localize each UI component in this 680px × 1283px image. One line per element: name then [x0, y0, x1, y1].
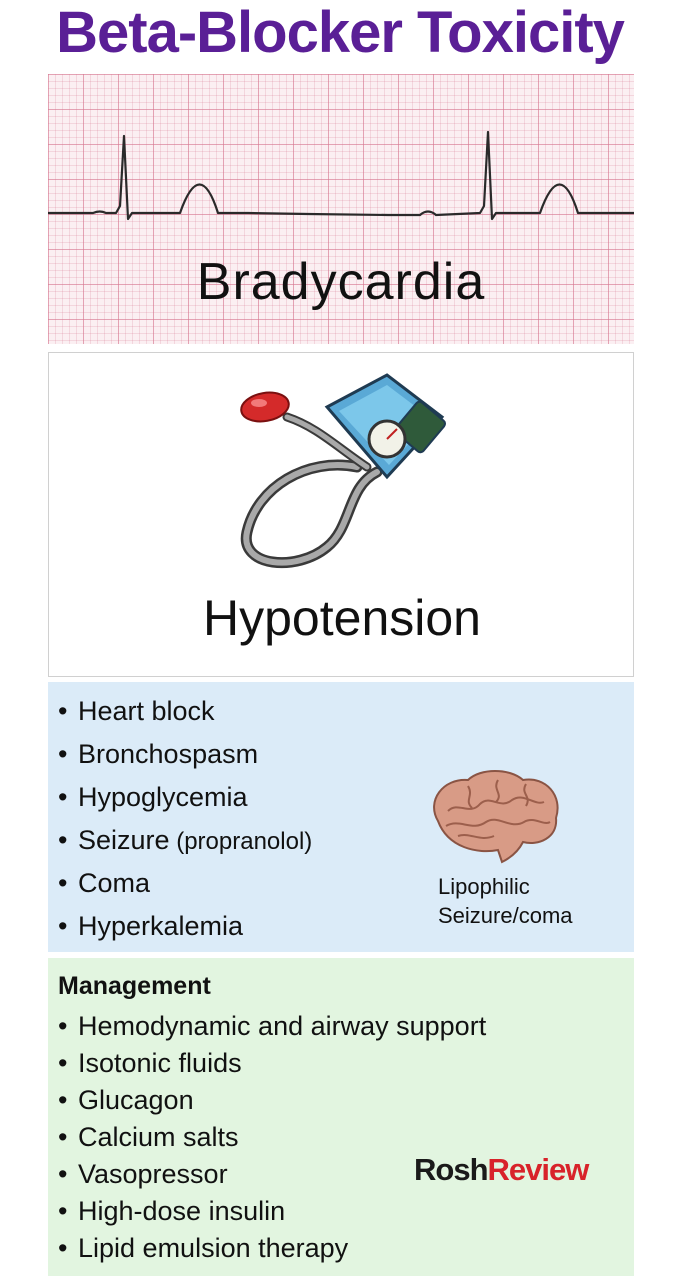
roshreview-logo: RoshReview — [414, 1152, 589, 1187]
management-list — [48, 1010, 486, 1269]
list-item: • Calcium salts — [48, 1121, 486, 1158]
management-heading: Management — [58, 972, 211, 1000]
list-item: • Vasopressor — [48, 1158, 486, 1195]
list-item: • Hypoglycemia — [48, 780, 312, 823]
list-item: • Lipid emulsion therapy — [48, 1232, 486, 1269]
brain-caption: Lipophilic Seizure/coma — [438, 874, 573, 928]
list-item: • Heart block — [48, 694, 312, 737]
management-panel — [48, 958, 634, 1276]
bradycardia-label: Bradycardia — [196, 253, 486, 311]
hypotension-panel — [48, 352, 634, 677]
list-item: • Hemodynamic and airway support — [48, 1010, 486, 1047]
list-item: • Hyperkalemia — [48, 909, 312, 952]
list-item: • Seizure (propranolol) — [48, 823, 312, 866]
ecg-panel — [48, 74, 634, 344]
list-item: • Bronchospasm — [48, 737, 312, 780]
hypotension-label: Hypotension — [203, 590, 481, 646]
symptoms-list — [48, 694, 312, 952]
page-title: Beta-Blocker Toxicity — [56, 0, 624, 65]
symptom-note: (propranolol) — [169, 828, 313, 855]
symptoms-panel — [48, 682, 634, 952]
blood-pressure-cuff-icon — [227, 367, 457, 577]
list-item: • Glucagon — [48, 1084, 486, 1121]
list-item: • Coma — [48, 866, 312, 909]
list-item: • High-dose insulin — [48, 1195, 486, 1232]
brain-icon — [418, 766, 568, 866]
list-item: • Isotonic fluids — [48, 1047, 486, 1084]
